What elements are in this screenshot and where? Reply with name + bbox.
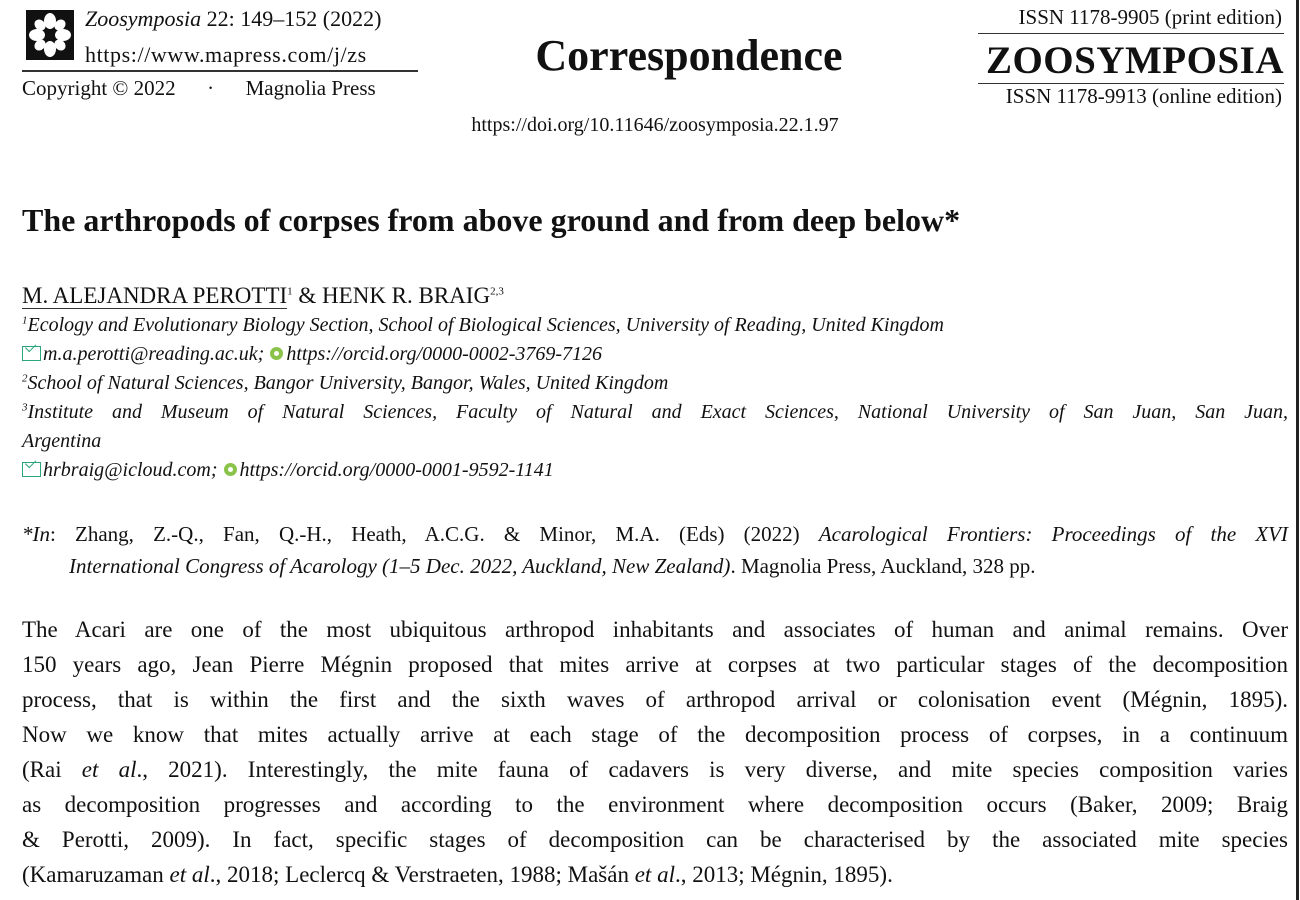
doi-link[interactable]: https://doi.org/10.11646/zoosymposia.22.1.97 bbox=[471, 114, 839, 136]
et-al: et al bbox=[169, 862, 210, 887]
body-text: ., 2018; Leclercq & Verstraeten, 1988; Mašán bbox=[209, 862, 635, 887]
journal-name: Zoosymposia bbox=[85, 6, 202, 31]
journal-volume-pages: 22: 149–152 (2022) bbox=[206, 6, 382, 31]
citation-book-title-2: International Congress of Acarology (1–5 Dec. 2022, Auckland, New Zealand) bbox=[69, 554, 731, 578]
orcid-braig[interactable]: https://orcid.org/0000-0001-9592-1141 bbox=[239, 459, 554, 481]
copyright-separator: · bbox=[207, 76, 215, 100]
email-braig[interactable]: hrbraig@icloud.com; bbox=[43, 459, 218, 481]
et-al: et al bbox=[81, 757, 137, 782]
affiliation-3-continued: Argentina bbox=[22, 430, 102, 452]
body-paragraph bbox=[22, 612, 1288, 892]
body-text: (Rai bbox=[22, 757, 82, 782]
citation-colon: : bbox=[50, 522, 76, 546]
body-line: 150 years ago, Jean Pierre Mégnin proposed that mites arrive at corpses at two particular stages of the decomposition bbox=[22, 652, 1288, 677]
affiliation-1-text: Ecology and Evolutionary Biology Section, School of Biological Sciences, University of Reading, United Kingdom bbox=[27, 314, 944, 336]
citation-prefix: *In bbox=[22, 522, 50, 546]
author2-affiliation-mark: 2,3 bbox=[490, 285, 504, 298]
body-line: & Perotti, 2009). In fact, specific stages of decomposition can be characterised by the associated mite species bbox=[22, 827, 1288, 852]
body-text: ., 2013; Mégnin, 1895). bbox=[674, 862, 893, 887]
journal-url-link[interactable]: https://www.mapress.com/j/zs bbox=[85, 42, 367, 67]
article-title: The arthropods of corpses from above ground and from deep below* bbox=[22, 202, 961, 238]
et-al: et al bbox=[634, 862, 675, 887]
body-text: (Kamaruzaman bbox=[22, 862, 170, 887]
citation-editors: Zhang, Z.-Q., Fan, Q.-H., Heath, A.C.G. & Minor, M.A. (Eds) (2022) bbox=[75, 522, 819, 546]
email-perotti[interactable]: m.a.perotti@reading.ac.uk; bbox=[43, 343, 265, 365]
publisher-name: Magnolia Press bbox=[245, 76, 376, 100]
author-separator: & HENK R. BRAIG bbox=[292, 283, 491, 308]
orcid-perotti[interactable]: https://orcid.org/0000-0002-3769-7126 bbox=[286, 343, 603, 365]
citation-line-1 bbox=[22, 518, 1288, 550]
section-heading: Correspondence bbox=[535, 31, 843, 80]
issn-online: ISSN 1178-9913 (online edition) bbox=[1005, 84, 1282, 108]
email-icon bbox=[22, 462, 41, 477]
author-list bbox=[22, 283, 504, 309]
affiliation-3 bbox=[22, 401, 1288, 424]
body-line: process, that is within the first and the sixth waves of arthropod arrival or colonisation event (Mégnin, 1895). bbox=[22, 687, 1288, 712]
body-line bbox=[22, 857, 1288, 892]
affiliation-3-text: Institute and Museum of Natural Sciences, Faculty of Natural and Exact Sciences, National University of San Juan, San Juan, bbox=[27, 401, 1288, 423]
body-text: ., 2021). Interestingly, the mite fauna of cadavers is very diverse, and mite species composition varies bbox=[136, 757, 1288, 782]
header-divider-right-top bbox=[978, 33, 1284, 34]
affiliation-2 bbox=[22, 372, 668, 395]
citation-publisher: . Magnolia Press, Auckland, 328 pp. bbox=[730, 554, 1036, 578]
body-line bbox=[22, 752, 1288, 787]
affiliation-1 bbox=[22, 314, 944, 337]
affiliation-2-mark: 2 bbox=[22, 372, 28, 385]
orcid-icon bbox=[270, 347, 283, 360]
citation-line-2 bbox=[22, 550, 1288, 582]
orcid-icon bbox=[224, 463, 237, 476]
contact-line-2 bbox=[22, 459, 554, 482]
affiliation-3-mark: 3 bbox=[22, 401, 28, 414]
issn-print: ISSN 1178-9905 (print edition) bbox=[1018, 5, 1282, 29]
author1-affiliation-mark: 1 bbox=[287, 285, 293, 298]
affiliation-1-mark: 1 bbox=[22, 314, 28, 327]
body-line: Now we know that mites actually arrive at each stage of the decomposition process of corpses, in a continuum bbox=[22, 722, 1288, 747]
copyright-text: Copyright © 2022 bbox=[22, 76, 176, 100]
proceedings-citation bbox=[22, 518, 1288, 582]
email-icon bbox=[22, 346, 41, 361]
affiliation-2-text: School of Natural Sciences, Bangor University, Bangor, Wales, United Kingdom bbox=[27, 372, 669, 394]
contact-line-1 bbox=[22, 343, 602, 366]
citation-book-title-1: Acarological Frontiers: Proceedings of the XVI bbox=[818, 522, 1288, 546]
body-line: as decomposition progresses and according to the environment where decomposition occurs (Baker, 2009; Braig bbox=[22, 792, 1288, 817]
body-line: The Acari are one of the most ubiquitous arthropod inhabitants and associates of human and animal remains. Over bbox=[22, 617, 1288, 642]
author-perotti[interactable]: M. ALEJANDRA PEROTTI bbox=[22, 283, 288, 308]
journal-brand: ZOOSYMPOSIA bbox=[985, 39, 1284, 82]
journal-reference bbox=[85, 6, 381, 32]
